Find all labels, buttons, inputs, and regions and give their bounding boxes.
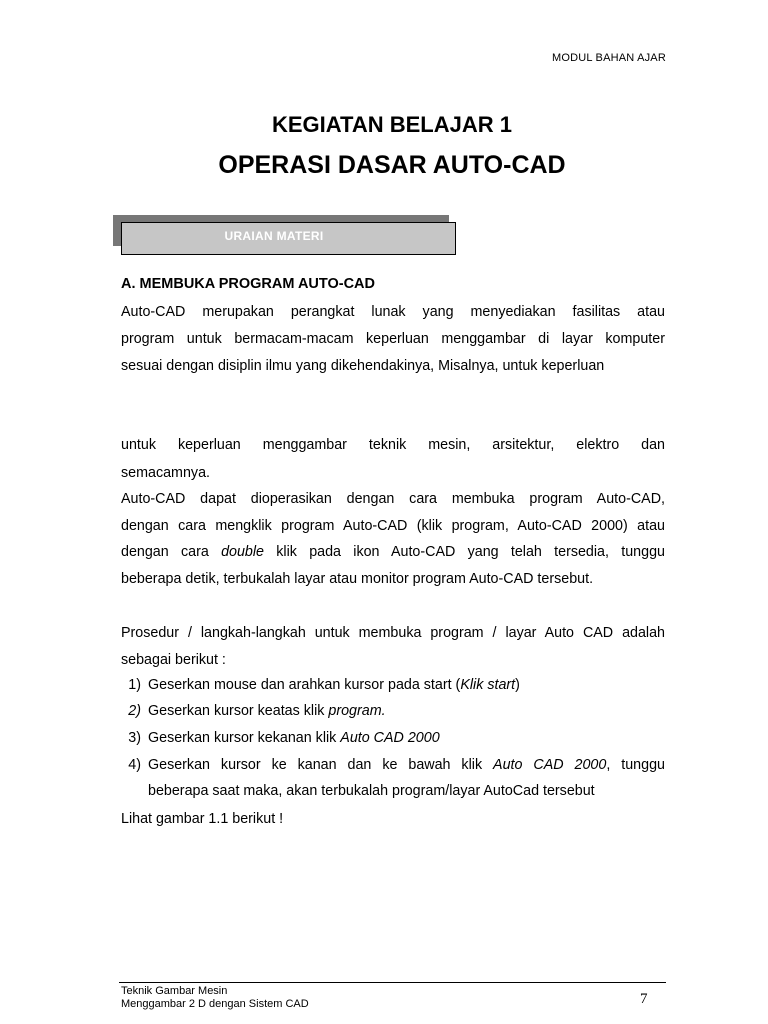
step-number: 2) bbox=[128, 703, 141, 719]
emphasis-text: Klik start bbox=[460, 677, 516, 693]
footer-course: Teknik Gambar Mesin bbox=[121, 985, 228, 997]
paragraph-line: beberapa detik, terbukalah layar atau monitor program Auto-CAD tersebut. bbox=[121, 571, 594, 587]
step-number: 1) bbox=[128, 677, 141, 693]
paragraph-line: Auto-CAD merupakan perangkat lunak yang menyediakan fasilitas atau bbox=[121, 304, 665, 320]
step-text bbox=[148, 757, 665, 773]
paragraph-line: Auto-CAD dapat dioperasikan dengan cara membuka program Auto-CAD, bbox=[121, 491, 665, 507]
step-text bbox=[148, 703, 665, 719]
module-header: MODUL BAHAN AJAR bbox=[551, 52, 666, 64]
text-run: Geserkan mouse dan arahkan kursor pada start ( bbox=[148, 677, 461, 693]
paragraph-line: sebagai berikut : bbox=[121, 652, 226, 668]
paragraph-line: dengan cara mengklik program Auto-CAD (klik program, Auto-CAD 2000) atau bbox=[121, 518, 665, 534]
emphasis-text: program. bbox=[328, 703, 386, 719]
lesson-subtitle: OPERASI DASAR AUTO-CAD bbox=[218, 151, 566, 179]
text-run: Geserkan kursor keatas klik bbox=[148, 703, 329, 719]
text-run: dengan cara bbox=[121, 544, 222, 560]
text-run: Geserkan kursor ke kanan dan ke bawah klik bbox=[148, 757, 494, 773]
text-run: , tunggu bbox=[606, 757, 665, 773]
step-text bbox=[148, 677, 665, 693]
paragraph-line: program untuk bermacam-macam keperluan menggambar di layar komputer bbox=[121, 331, 665, 347]
emphasis-text: double bbox=[221, 544, 264, 560]
footer-divider bbox=[119, 982, 666, 983]
paragraph-line: Prosedur / langkah-langkah untuk membuka program / layar Auto CAD adalah bbox=[121, 625, 665, 641]
paragraph-line bbox=[121, 543, 665, 561]
text-run: Geserkan kursor kekanan klik bbox=[148, 730, 341, 746]
step-continuation: beberapa saat maka, akan terbukalah program/layar AutoCad tersebut bbox=[148, 783, 595, 799]
text-run: ) bbox=[515, 677, 520, 693]
step-number: 3) bbox=[128, 730, 141, 746]
lesson-title: KEGIATAN BELAJAR 1 bbox=[272, 112, 512, 137]
step-number: 4) bbox=[128, 757, 141, 773]
emphasis-text: Auto CAD 2000 bbox=[340, 730, 440, 746]
section-heading: A. MEMBUKA PROGRAM AUTO-CAD bbox=[121, 276, 376, 292]
banner-label: URAIAN MATERI bbox=[224, 229, 324, 243]
paragraph-line: untuk keperluan menggambar teknik mesin, arsitektur, elektro dan bbox=[121, 437, 665, 453]
footer-topic: Menggambar 2 D dengan Sistem CAD bbox=[121, 998, 309, 1010]
emphasis-text: Auto CAD 2000 bbox=[493, 757, 607, 773]
closing-line: Lihat gambar 1.1 berikut ! bbox=[121, 811, 284, 827]
paragraph-line: semacamnya. bbox=[121, 465, 210, 481]
text-run: klik pada ikon Auto-CAD yang telah tersedia, tunggu bbox=[264, 544, 665, 560]
page-number: 7 bbox=[640, 991, 648, 1007]
step-text bbox=[148, 730, 665, 746]
paragraph-line: sesuai dengan disiplin ilmu yang dikehendakinya, Misalnya, untuk keperluan bbox=[121, 358, 605, 374]
